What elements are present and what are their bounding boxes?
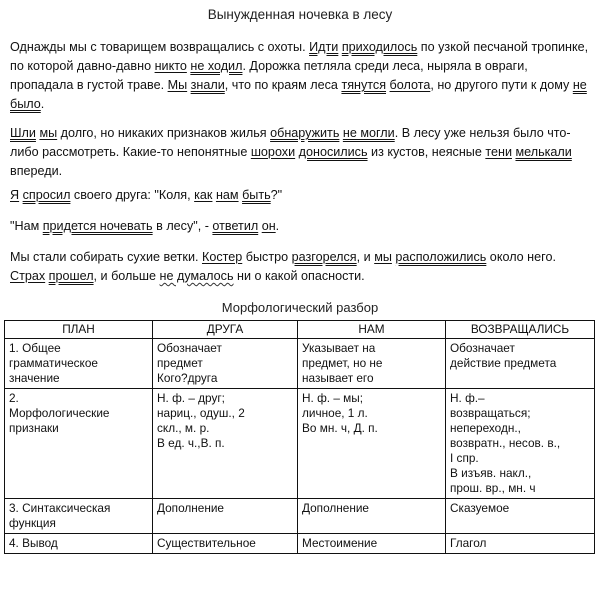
cell-text: 2. — [9, 391, 19, 405]
cell-text: 1. Общее — [9, 341, 61, 355]
underlined-predicate: придется ночевать — [42, 219, 153, 233]
underlined-subject: Мы — [167, 78, 188, 92]
text-run: около него. — [486, 250, 556, 264]
underlined-predicate: спросил — [22, 188, 71, 202]
table-row — [5, 389, 595, 499]
cell-text: функция — [9, 516, 56, 530]
cell-text: Во мн. ч, Д. п. — [302, 421, 378, 435]
text-run: Мы стали собирать сухие ветки. — [10, 250, 202, 264]
header-druga: ДРУГА — [153, 321, 298, 339]
cell-text: Дополнение — [157, 501, 224, 515]
text-run: быстро — [242, 250, 292, 264]
underlined-subject: мы — [374, 250, 392, 264]
cell-text: значение — [9, 371, 60, 385]
paragraph-1 — [10, 38, 592, 114]
underlined-predicate: ответил — [212, 219, 259, 233]
underlined-subject: Страх — [10, 269, 46, 283]
cell-text: скл., м. р. — [157, 421, 210, 435]
underlined-predicate: прошел — [48, 269, 94, 283]
cell-text: I спр. — [450, 451, 479, 465]
cell-text: Указывает на — [302, 341, 376, 355]
cell-druga — [153, 534, 298, 554]
cell-text: непереходн., — [450, 421, 521, 435]
cell-text: Обозначает — [450, 341, 515, 355]
cell-text: Н. ф. – друг; — [157, 391, 225, 405]
cell-text: Существительное — [157, 536, 256, 550]
cell-text: возвращаться; — [450, 406, 531, 420]
table-row — [5, 534, 595, 554]
cell-text: Глагол — [450, 536, 487, 550]
underlined-subject: нам — [215, 188, 239, 202]
underlined-subject: Костер — [201, 250, 243, 264]
underlined-subject: болота — [389, 78, 431, 92]
text-run: . В лесу уже нельзя было что-либо рассмотреть. Какие-то непонятные — [10, 126, 571, 159]
underlined-predicate: разгорелся — [291, 250, 357, 264]
underlined-predicate: знали — [190, 78, 225, 92]
paragraph-5 — [10, 248, 592, 286]
underlined-subject: шорохи — [250, 145, 296, 159]
underlined-predicate: мелькали — [515, 145, 572, 159]
analysis-subtitle: Морфологический разбор — [221, 300, 379, 315]
wavy-underlined-predicate: не думалось — [159, 269, 234, 283]
underlined-predicate: не было — [10, 78, 587, 111]
cell-druga — [153, 389, 298, 499]
underlined-predicate: не ходил — [190, 59, 243, 73]
text-run: . — [40, 97, 45, 111]
text-run: "Нам — [10, 219, 43, 233]
cell-text: Кого?друга — [157, 371, 218, 385]
text-run: впереди. — [10, 164, 63, 178]
underlined-predicate: расположились — [395, 250, 487, 264]
cell-vozvrashchalis — [446, 389, 595, 499]
cell-text: предмет, но не — [302, 356, 383, 370]
underlined-predicate: Шли — [10, 126, 36, 140]
cell-text: Н. ф.– — [450, 391, 485, 405]
underlined-subject: как — [194, 188, 213, 202]
cell-vozvrashchalis — [446, 339, 595, 389]
underlined-predicate: приходилось — [341, 40, 418, 54]
cell-vozvrashchalis — [446, 499, 595, 534]
text-run: долго, но никаких признаков жилья — [57, 126, 271, 140]
table-row — [5, 339, 595, 389]
text-run: Однажды мы с товарищем возвращались с охоты. — [10, 40, 310, 54]
cell-text: 3. Синтаксическая — [9, 501, 111, 515]
underlined-predicate: обнаружить — [270, 126, 340, 140]
underlined-subject: тени — [485, 145, 512, 159]
cell-plan — [5, 339, 153, 389]
underlined-subject: мы — [39, 126, 58, 140]
text-run: . Дорожка петляла среди леса, ныряла в овраги, пропадала в густой траве. — [10, 59, 528, 92]
cell-druga — [153, 339, 298, 389]
text-run: своего друга: "Коля, — [70, 188, 195, 202]
cell-druga — [153, 499, 298, 534]
cell-text: В ед. ч.,В. п. — [157, 436, 225, 450]
cell-text: называет его — [302, 371, 374, 385]
cell-plan — [5, 534, 153, 554]
cell-nam — [298, 339, 446, 389]
table-body — [5, 339, 595, 554]
underlined-predicate: Идти — [309, 40, 339, 54]
cell-text: грамматическое — [9, 356, 98, 370]
underlined-subject: никто — [154, 59, 187, 73]
text-run: в лесу", - — [152, 219, 213, 233]
paragraph-4 — [10, 217, 592, 236]
cell-text: В изъяв. накл., — [450, 466, 532, 480]
text-run: ?" — [270, 188, 283, 202]
text-run: по узкой песчаной тропинке, по которой давно-давно — [10, 40, 589, 73]
paragraph-3 — [10, 186, 592, 205]
underlined-predicate: не могли — [342, 126, 395, 140]
underlined-predicate: доносились — [298, 145, 368, 159]
text-run: , но другого пути к дому — [430, 78, 573, 92]
cell-text: Дополнение — [302, 501, 369, 515]
cell-text: предмет — [157, 356, 203, 370]
paragraph-2 — [10, 124, 592, 181]
cell-text: 4. Вывод — [9, 536, 58, 550]
cell-text: прош. вр., мн. ч — [450, 481, 536, 495]
cell-text: нариц., одуш., 2 — [157, 406, 245, 420]
text-run: . — [275, 219, 280, 233]
underlined-subject: он — [261, 219, 276, 233]
cell-plan — [5, 389, 153, 499]
header-vozvrashchalis: ВОЗВРАЩАЛИСЬ — [446, 321, 595, 339]
header-nam: НАМ — [298, 321, 446, 339]
document-title: Вынужденная ночевка в лесу — [207, 7, 393, 22]
table-row — [5, 499, 595, 534]
cell-nam — [298, 499, 446, 534]
underlined-predicate: тянутся — [341, 78, 387, 92]
cell-vozvrashchalis — [446, 534, 595, 554]
underlined-subject: Я — [10, 188, 20, 202]
cell-nam — [298, 389, 446, 499]
text-run: , и больше — [93, 269, 160, 283]
cell-text: Местоимение — [302, 536, 378, 550]
text-run: , и — [356, 250, 375, 264]
text-run: из кустов, неясные — [367, 145, 486, 159]
table-header-row — [5, 321, 595, 339]
header-plan: ПЛАН — [5, 321, 153, 339]
text-run: ни о какой опасности. — [233, 269, 365, 283]
cell-text: действие предмета — [450, 356, 557, 370]
cell-text: возвратн., несов. в., — [450, 436, 561, 450]
cell-plan — [5, 499, 153, 534]
cell-nam — [298, 534, 446, 554]
cell-text: Сказуемое — [450, 501, 510, 515]
text-run: , что по краям леса — [224, 78, 342, 92]
underlined-predicate: быть — [242, 188, 271, 202]
cell-text: признаки — [9, 421, 59, 435]
cell-text: Обозначает — [157, 341, 222, 355]
cell-text: Морфологические — [9, 406, 110, 420]
cell-text: Н. ф. – мы; — [302, 391, 364, 405]
morphological-table — [4, 320, 595, 554]
cell-text: личное, 1 л. — [302, 406, 368, 420]
